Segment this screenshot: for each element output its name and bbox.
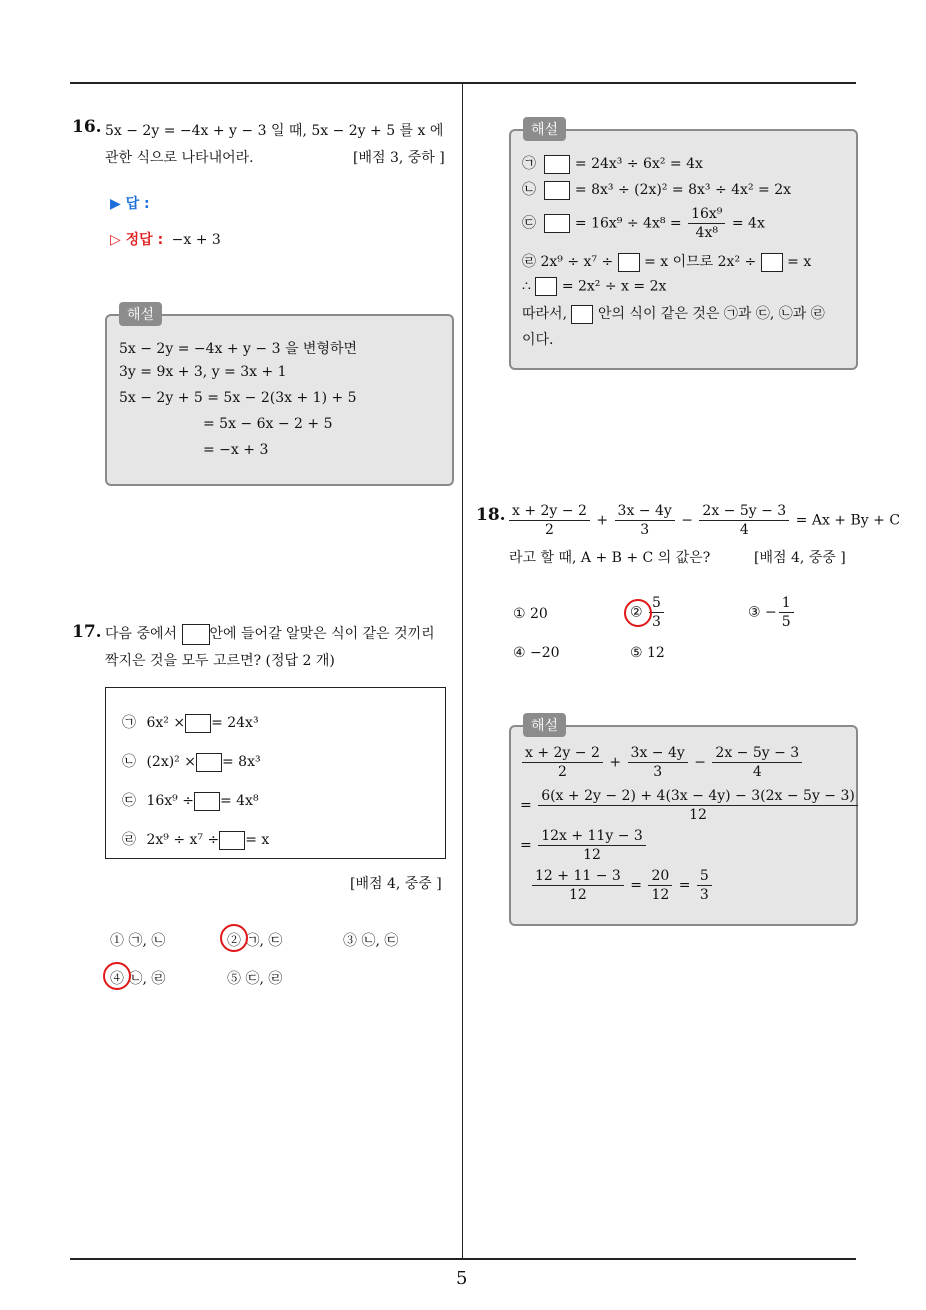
- numerator: 12x + 11y − 3: [538, 827, 646, 846]
- row-text: = 2x² ÷ x = 2x: [561, 278, 667, 295]
- column-divider: [462, 83, 463, 1258]
- q17-stem-part1: 다음 중에서: [105, 626, 178, 642]
- q18-score: [배점 4, 중중 ]: [754, 550, 846, 566]
- denominator: 3: [652, 614, 661, 630]
- blank-box: [544, 214, 570, 233]
- blank-box: [761, 253, 783, 272]
- numerator: 12 + 11 − 3: [532, 867, 624, 886]
- q17-explanation-tag: 해설: [523, 117, 566, 141]
- item-right: = 24x³: [211, 715, 259, 731]
- denominator: 3: [699, 887, 709, 903]
- numerator: 5: [649, 594, 664, 613]
- numerator: 2x − 5y − 3: [699, 502, 789, 521]
- q17-choice-5[interactable]: ⑤ ㉢, ㉣: [227, 971, 283, 987]
- item-right: = 4x⁸: [219, 793, 259, 809]
- q17-item: [122, 829, 269, 850]
- numerator: 2x − 5y − 3: [712, 744, 802, 763]
- numerator: 1: [779, 594, 794, 613]
- explain-row-1: [522, 153, 703, 174]
- item-mark: ㉣: [122, 832, 136, 848]
- row-text: ∴: [522, 278, 531, 295]
- row-text: = 8x³ ÷ (2x)² = 8x³ ÷ 4x² = 2x: [574, 182, 791, 198]
- fraction: [697, 867, 712, 904]
- numerator: 20: [648, 867, 672, 886]
- row-text: ㉣ 2x⁹ ÷ x⁷ ÷: [522, 254, 614, 270]
- fraction: [648, 867, 672, 904]
- denominator: 12: [651, 887, 670, 903]
- q16-stem-line2: 관한 식으로 나타내어라.: [105, 150, 254, 166]
- q17-choice-2[interactable]: ② ㉠, ㉢: [227, 933, 283, 949]
- row-mark: ㉢: [522, 215, 536, 232]
- q18-choice-5[interactable]: ⑤ 12: [630, 645, 665, 661]
- row-text: = x: [787, 254, 812, 270]
- explain-row-5: [522, 277, 666, 296]
- q16-correct-value: −x + 3: [171, 232, 221, 248]
- q18-number: 18.: [476, 505, 506, 525]
- fraction: [688, 205, 725, 242]
- explain-row-3: [522, 205, 765, 242]
- q18-stem-line2: 라고 할 때, A + B + C 의 값은?: [509, 550, 711, 566]
- explain-row-6: [522, 303, 825, 324]
- numerator: 16x⁹: [688, 205, 725, 224]
- fraction: [538, 787, 858, 824]
- q17-stem-part2: 안에 들어갈 알맞은 식이 같은 것끼리: [209, 626, 435, 642]
- q18-equation: $\frac{x + 2y - 2}{2}$ + $\frac{3x - 4y}{3}$ − $\frac{2x - 5y - 3}{4}$ = Ax + By + C: [507, 502, 900, 539]
- fraction: [712, 744, 802, 781]
- explain-row-7: 이다.: [522, 332, 554, 348]
- blank-box: [194, 792, 220, 811]
- row-mark: ㉠: [522, 156, 536, 172]
- q18-explain-row-1: $\frac{x + 2y - 2}{2}$ + $\frac{3x - 4y}{3}$ − $\frac{2x - 5y - 3}{4}$: [520, 744, 804, 781]
- row-text: = 16x⁹ ÷ 4x⁸ =: [574, 215, 682, 232]
- q18-explanation-tag: 해설: [523, 713, 566, 737]
- blank-box: [571, 305, 593, 324]
- q16-number: 16.: [72, 117, 102, 137]
- fraction: [509, 502, 590, 539]
- blank-box: [535, 277, 557, 296]
- q16-score: [배점 3, 중하 ]: [353, 150, 445, 166]
- selected-mark-circle: [624, 599, 652, 627]
- row-text: 안의 식이 같은 것은 ㉠과 ㉢, ㉡과 ㉣: [597, 306, 825, 322]
- q17-stem-line2: 짝지은 것을 모두 고르면? (정답 2 개): [105, 653, 335, 669]
- denominator: 3: [640, 522, 650, 538]
- bottom-rule: [70, 1258, 856, 1260]
- numerator: 6(x + 2y − 2) + 4(3x − 4y) − 3(2x − 5y − 3): [538, 787, 858, 806]
- denominator: 2: [544, 522, 554, 538]
- q18-explain-row-2: = $\frac{6(x + 2y - 2) + 4(3x - 4y) - 3(2x - 5y - 3)}{12}$: [520, 787, 860, 824]
- q16-stem-line1: 5x − 2y = −4x + y − 3 일 때, 5x − 2y + 5 를 x 에: [105, 123, 444, 139]
- q17-number: 17.: [72, 622, 102, 642]
- denominator: 4: [752, 764, 762, 780]
- item-left: 2x⁹ ÷ x⁷ ÷: [146, 832, 220, 848]
- item-mark: ㉡: [122, 754, 136, 770]
- numerator: 5: [697, 867, 712, 886]
- numerator: 3x − 4y: [628, 744, 688, 763]
- q18-choice-4[interactable]: ④ −20: [513, 645, 560, 661]
- item-right: = x: [245, 832, 270, 848]
- row-text: = 4x: [731, 215, 765, 232]
- item-left: 6x² ×: [146, 715, 186, 731]
- denominator: 4: [739, 522, 749, 538]
- item-mark: ㉢: [122, 793, 136, 809]
- blank-box: [219, 831, 245, 850]
- item-right: = 8x³: [221, 754, 261, 770]
- choice-mark: ③ −: [748, 604, 777, 621]
- choice-mark: ②: [630, 604, 643, 621]
- q16-explanation-tag: 해설: [119, 302, 162, 326]
- denominator: 12: [689, 807, 707, 823]
- numerator: x + 2y − 2: [509, 502, 590, 521]
- q18-explain-row-3: = $\frac{12x + 11y - 3}{12}$: [520, 827, 648, 864]
- q18-explain-row-4: $\frac{12 + 11 - 3}{12}$ = $\frac{20}{12}$ = $\frac{5}{3}$: [530, 867, 714, 904]
- q17-choice-4[interactable]: ④ ㉡, ㉣: [110, 971, 166, 987]
- q17-choice-3[interactable]: ③ ㉡, ㉢: [343, 933, 399, 949]
- q16-explain-line: 3y = 9x + 3, y = 3x + 1: [119, 364, 287, 380]
- denominator: 3: [653, 764, 663, 780]
- fraction: [522, 744, 603, 781]
- q16-correct-label: ▷ 정답 :: [110, 232, 164, 248]
- page-number: 5: [456, 1268, 468, 1289]
- fraction: [532, 867, 624, 904]
- fraction: [628, 744, 688, 781]
- q17-item: [122, 712, 259, 733]
- q16-explain-line: = −x + 3: [203, 442, 269, 458]
- denominator: 12: [568, 887, 587, 903]
- q17-choice-1[interactable]: ① ㉠, ㉡: [110, 933, 166, 949]
- q17-item: [122, 790, 259, 811]
- q18-choice-1[interactable]: ① 20: [513, 606, 548, 622]
- fraction: [699, 502, 789, 539]
- top-rule: [70, 82, 856, 84]
- item-mark: ㉠: [122, 715, 136, 731]
- denominator: 5: [781, 614, 791, 630]
- blank-box: [185, 714, 211, 733]
- numerator: 3x − 4y: [615, 502, 675, 521]
- fraction: [615, 502, 675, 539]
- denominator: 2: [557, 764, 567, 780]
- row-text: = x 이므로 2x² ÷: [644, 254, 757, 270]
- selected-mark-circle: [103, 962, 131, 990]
- blank-box: [182, 624, 210, 645]
- explain-row-2: [522, 179, 791, 200]
- denominator: 12: [583, 847, 601, 863]
- q17-item: [122, 751, 261, 772]
- row-text: = 24x³ ÷ 6x² = 4x: [574, 156, 703, 172]
- q17-score: [배점 4, 중중 ]: [350, 876, 442, 892]
- denominator: 4x⁸: [695, 225, 718, 241]
- q17-stem-line1: [105, 623, 435, 645]
- row-text: 따라서,: [522, 306, 568, 322]
- q16-answer-label: ▶ 답 :: [110, 196, 150, 212]
- row-mark: ㉡: [522, 182, 536, 198]
- q16-explain-line: = 5x − 6x − 2 + 5: [203, 416, 333, 432]
- numerator: x + 2y − 2: [522, 744, 603, 763]
- q16-explain-line: 5x − 2y = −4x + y − 3 을 변형하면: [119, 341, 358, 357]
- explain-row-4: [522, 251, 811, 272]
- blank-box: [544, 181, 570, 200]
- item-left: 16x⁹ ÷: [146, 793, 194, 809]
- blank-box: [544, 155, 570, 174]
- fraction: [538, 827, 646, 864]
- q18-choice-3[interactable]: [748, 594, 796, 631]
- q16-correct-row: [110, 229, 221, 249]
- equation-rhs: = Ax + By + C: [795, 512, 901, 529]
- fraction: [779, 594, 794, 631]
- blank-box: [196, 753, 222, 772]
- selected-mark-circle: [220, 924, 248, 952]
- blank-box: [618, 253, 640, 272]
- q16-explain-line: 5x − 2y + 5 = 5x − 2(3x + 1) + 5: [119, 390, 357, 406]
- item-left: (2x)² ×: [146, 754, 196, 770]
